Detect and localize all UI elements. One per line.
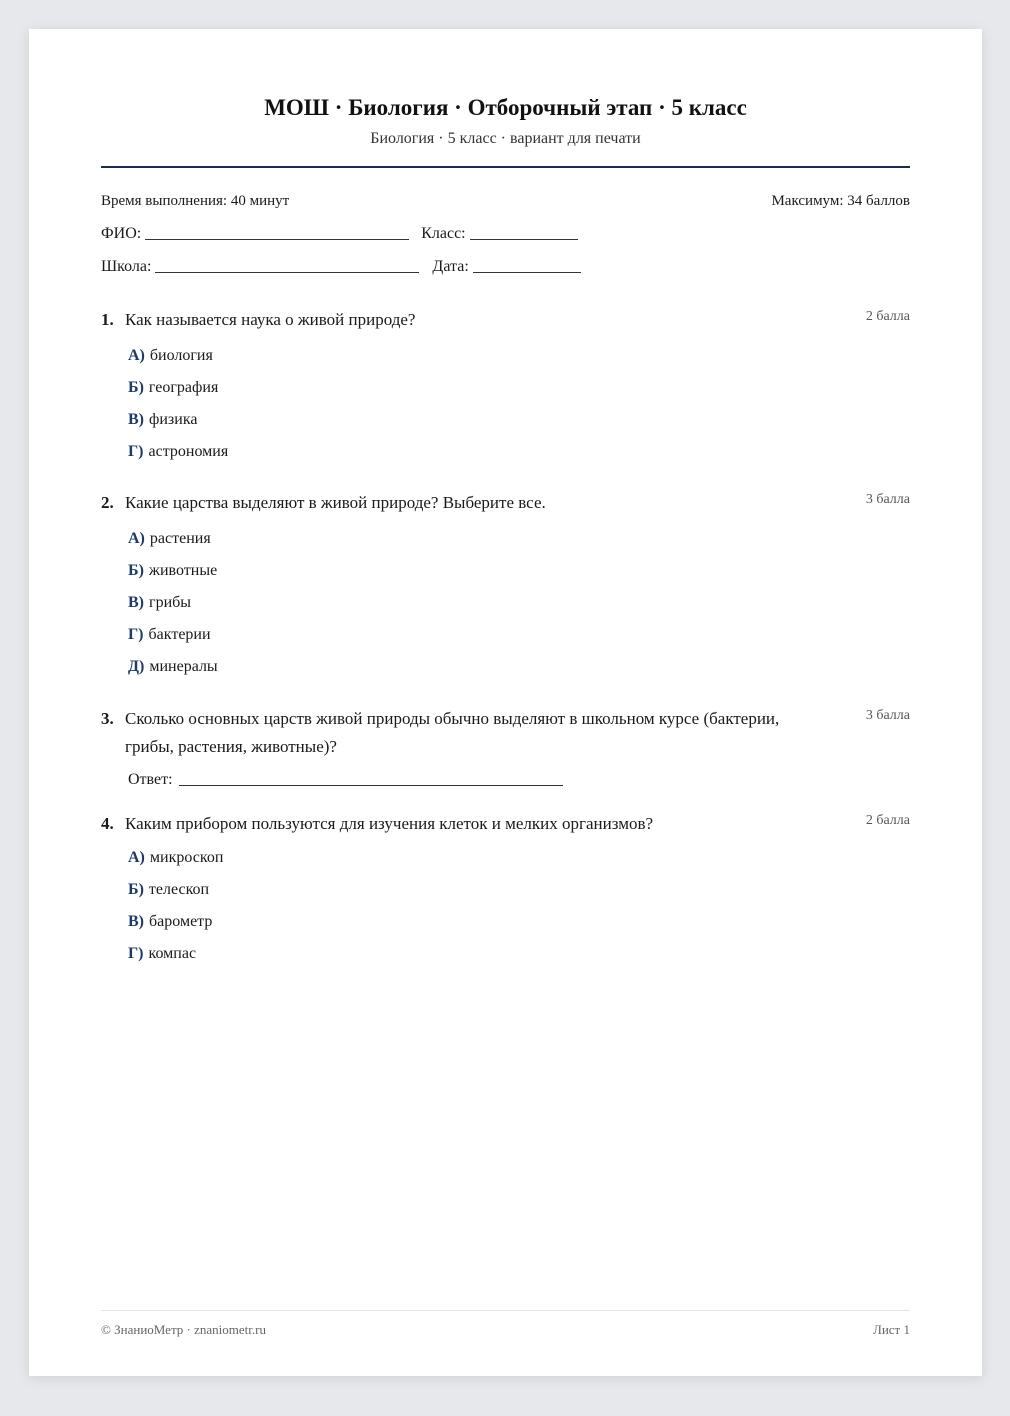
date-field[interactable] [473, 271, 581, 273]
question-text: Сколько основных царств живой природы обычно выделяют в школьном курсе (бактерии, грибы, растения, животные)? [125, 709, 780, 756]
option-letter: Д) [128, 658, 145, 675]
option-item[interactable] [128, 651, 910, 683]
option-letter: Б) [128, 881, 144, 898]
question-points: 2 балла [865, 813, 910, 828]
option-item[interactable] [128, 436, 910, 468]
option-item[interactable] [128, 372, 910, 404]
question-number: 1. [101, 310, 114, 329]
option-item[interactable] [128, 340, 910, 372]
question-points: 3 балла [865, 708, 910, 723]
fio-field[interactable] [145, 238, 409, 240]
question-number: 3. [101, 709, 114, 728]
date-label: Дата: [432, 258, 469, 275]
option-text: барометр [149, 913, 213, 930]
option-text: грибы [149, 594, 192, 611]
footer-copyright: © ЗнаниоМетр · znaniometr.ru [101, 1322, 266, 1337]
option-letter: В) [128, 594, 144, 611]
fio-class-row [101, 225, 578, 243]
option-text: животные [148, 562, 218, 579]
option-letter: А) [128, 530, 145, 547]
option-item[interactable] [128, 619, 910, 651]
question-text: Какие царства выделяют в живой природе? Выберите все. [125, 493, 546, 512]
answer-label: Ответ: [128, 771, 173, 788]
question-2 [101, 489, 910, 683]
footer-divider [101, 1310, 910, 1311]
option-item[interactable] [128, 938, 910, 970]
class-field[interactable] [470, 238, 578, 240]
page-subtitle: Биология · 5 класс · вариант для печати [370, 130, 641, 147]
option-letter: В) [128, 913, 144, 930]
school-label: Школа: [101, 258, 152, 275]
fio-label: ФИО: [101, 225, 142, 242]
option-letter: Б) [128, 379, 144, 396]
option-item[interactable] [128, 842, 910, 874]
option-item[interactable] [128, 587, 910, 619]
question-text: Как называется наука о живой природе? [125, 310, 416, 329]
option-text: микроскоп [149, 849, 224, 866]
options-list [101, 523, 910, 683]
option-text: биология [149, 347, 213, 364]
option-letter: А) [128, 849, 145, 866]
option-letter: Г) [128, 945, 144, 962]
page-title: МОШ · Биология · Отборочный этап · 5 класс [264, 95, 747, 120]
answer-row [101, 771, 910, 789]
option-letter: Г) [128, 443, 144, 460]
school-date-row [101, 258, 581, 276]
answer-field[interactable] [179, 785, 563, 786]
option-letter: А) [128, 347, 145, 364]
option-item[interactable] [128, 404, 910, 436]
question-1 [101, 306, 910, 468]
option-item[interactable] [128, 555, 910, 587]
time-limit: Время выполнения: 40 минут [101, 193, 290, 209]
option-letter: Б) [128, 562, 144, 579]
class-label: Класс: [421, 225, 466, 242]
option-text: астрономия [148, 443, 229, 460]
option-text: физика [149, 411, 198, 428]
option-item[interactable] [128, 874, 910, 906]
option-text: телескоп [148, 881, 210, 898]
worksheet-page [29, 29, 982, 1376]
option-text: растения [149, 530, 211, 547]
question-points: 2 балла [865, 309, 910, 324]
option-text: бактерии [148, 626, 211, 643]
school-field[interactable] [155, 271, 419, 273]
option-text: география [148, 379, 219, 396]
footer-sheet-number: Лист 1 [873, 1322, 910, 1337]
option-text: минералы [149, 658, 218, 675]
question-text: Каким прибором пользуются для изучения клеток и мелких организмов? [125, 814, 654, 833]
option-item[interactable] [128, 523, 910, 555]
question-points: 3 балла [865, 492, 910, 507]
header-divider [101, 166, 910, 168]
option-text: компас [148, 945, 197, 962]
page-content [101, 29, 910, 1376]
option-letter: В) [128, 411, 144, 428]
option-letter: Г) [128, 626, 144, 643]
options-list [101, 340, 910, 468]
max-score: Максимум: 34 баллов [771, 193, 910, 209]
question-4 [101, 810, 910, 970]
options-list [101, 842, 910, 970]
question-3 [101, 705, 910, 789]
option-item[interactable] [128, 906, 910, 938]
question-number: 4. [101, 814, 114, 833]
question-number: 2. [101, 493, 114, 512]
